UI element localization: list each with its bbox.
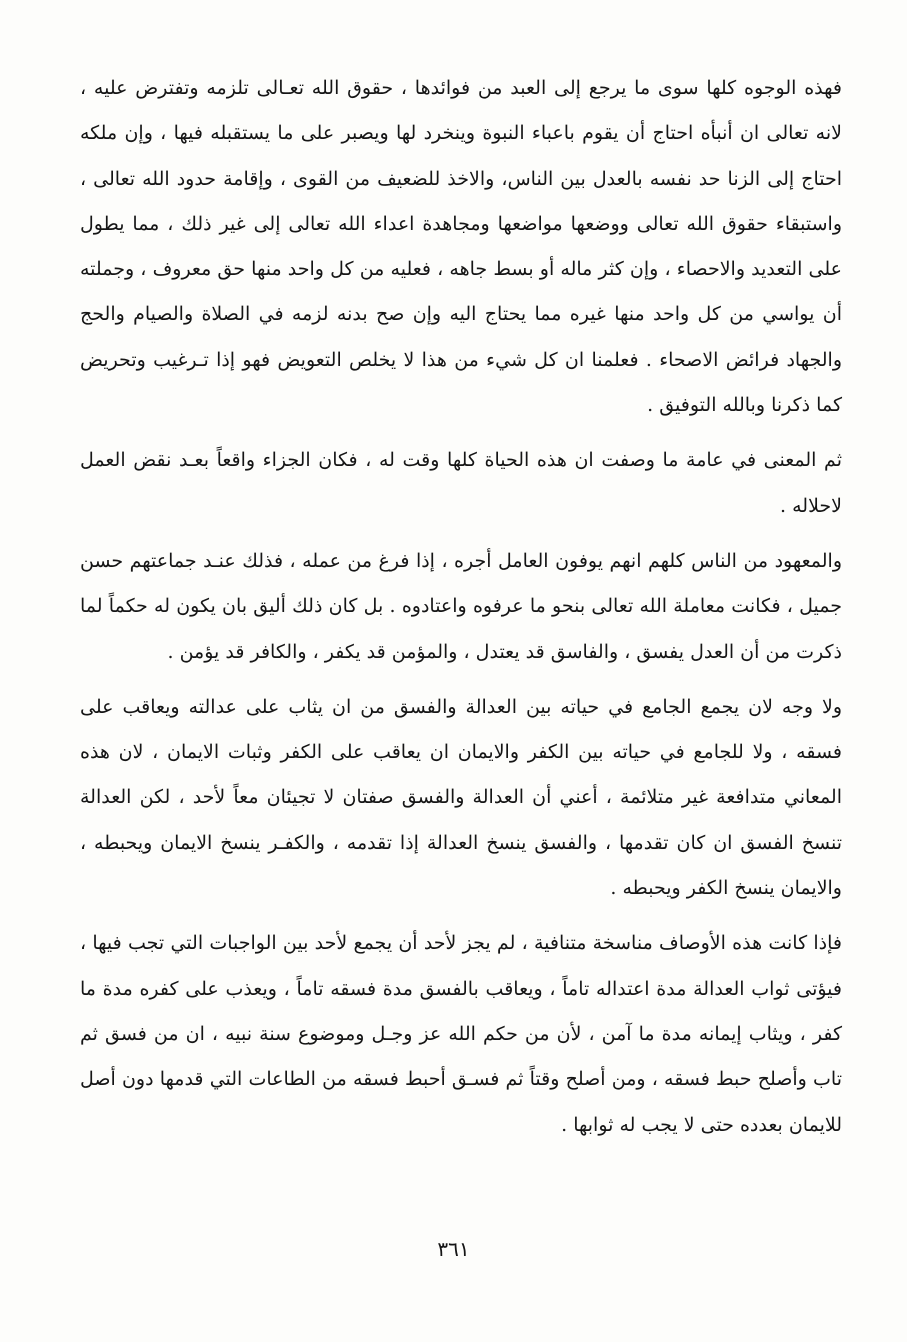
body-text bbox=[80, 66, 842, 1148]
paragraph-3: والمعهود من الناس كلهم انهم يوفون العامل أجره ، إذا فرغ من عمله ، فذلك عنـد جماعتهم حسن جميل ، فكانت معاملة الله تعالى بنحو ما عرفوه واعتادوه . بل كان ذلك أليق بان يكون له حكماً لما ذكرت من أن العدل يفسق ، والفاسق قد يعتدل ، والمؤمن قد يكفر ، والكافر قد يؤمن . bbox=[80, 549, 842, 663]
paragraph-4: ولا وجه لان يجمع الجامع في حياته بين العدالة والفسق من ان يثاب على عدالته ويعاقب على فسقه ، ولا للجامع في حياته بين الكفر والايمان ان يعاقب على الكفر وثبات الايمان ، لان هذه المعاني متدافعة غير متلائمة ، أعني أن العدالة والفسق صفتان لا تجيئان معاً لأحد ، لكن العدالة تنسخ الفسق ان كان تقدمها ، والفسق ينسخ العدالة إذا تقدمه ، والكفـر ينسخ الايمان ويحبطه ، والايمان ينسخ الكفر ويحبطه . bbox=[80, 695, 842, 900]
paragraph-1: فهذه الوجوه كلها سوى ما يرجع إلى العبد من فوائدها ، حقوق الله تعـالى تلزمه وتفترض عليه ، لانه تعالى ان أنبأه احتاج أن يقوم باعباء النبوة وينخرد لها ويصبر على ما يستقبله فيها ، وإن ملكه احتاج إلى الزنا حد نفسه بالعدل بين الناس، والاخذ للضعيف من القوى ، وإقامة حدود الله تعالى ، واستبقاء حقوق الله تعالى ووضعها مواضعها ومجاهدة اعداء الله تعالى إلى غير ذلك ، مما يطول على التعديد والاحصاء ، وإن كثر ماله أو بسط جاهه ، فعليه من كل واحد منها حق معروف ، وجملته أن يواسي من كل واحد منها غيره مما يحتاج اليه وإن صح بدنه لزمه في الصلاة والصيام والحج والجهاد فرائض الاصحاء . فعلمنا ان كل شيء من هذا لا يخلص التعويض فهو إذا تـرغيب وتحريض كما ذكرنا وبالله التوفيق . bbox=[80, 77, 842, 417]
paragraph-2: ثم المعنى في عامة ما وصفت ان هذه الحياة كلها وقت له ، فكان الجزاء واقعاً بعـد نقض العمل لاحلاله . bbox=[80, 449, 842, 517]
paragraph-5: فإذا كانت هذه الأوصاف مناسخة متنافية ، لم يجز لأحد أن يجمع لأحد بين الواجبات التي تجب فيها ، فيؤتى ثواب العدالة مدة اعتداله تاماً ، ويعاقب بالفسق مدة فسقه تاماً ، ويعذب على كفره مدة ما كفر ، ويثاب إيمانه مدة ما آمن ، لأن من حكم الله عز وجـل وموضوع سنة نبيه ، ان من فسق ثم تاب وأصلح حبط فسقه ، ومن أصلح وقتاً ثم فسـق أحبط فسقه من الطاعات التي قدمها دون أصل للايمان بعدده حتى لا يجب له ثوابها . bbox=[80, 932, 842, 1136]
page-number: ٣٦١ bbox=[437, 1237, 470, 1261]
